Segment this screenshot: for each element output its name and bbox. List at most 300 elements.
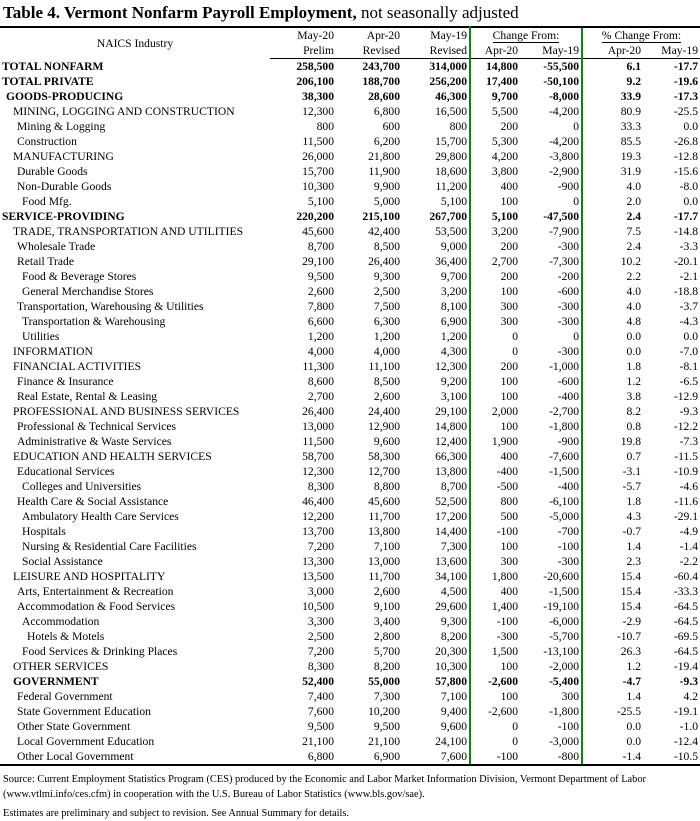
may19-value: 18,600 — [402, 164, 470, 179]
table-row — [0, 329, 700, 344]
table-row — [0, 194, 700, 209]
may20-value: 45,600 — [302, 225, 334, 238]
table-row — [0, 749, 700, 765]
may19-value: 4,300 — [402, 344, 470, 359]
may19-value: 29,800 — [402, 149, 470, 164]
apr20-value: 7,300 — [373, 690, 400, 703]
may19-value: 267,700 — [402, 209, 470, 224]
change-apr20: 9,700 — [470, 89, 520, 104]
pct-change-apr20: 3.8 — [582, 389, 643, 404]
change-may19: 0 — [573, 330, 580, 343]
change-apr20: 5,100 — [470, 209, 520, 224]
may20-value: 2,600 — [307, 285, 334, 298]
change-apr20: 100 — [470, 374, 520, 389]
may19-value: 57,800 — [402, 674, 470, 689]
change-apr20: 400 — [470, 179, 520, 194]
industry-label: Colleges and Universities — [22, 480, 142, 493]
may20-value: 7,600 — [307, 705, 334, 718]
industry-label: PROFESSIONAL AND BUSINESS SERVICES — [13, 405, 240, 418]
pct-change-apr20: -10.7 — [582, 629, 643, 644]
may20-value: 220,200 — [296, 210, 334, 223]
may20-value: 11,300 — [302, 360, 334, 373]
may20-value: 13,000 — [302, 420, 334, 433]
may20-value: 8,300 — [307, 480, 334, 493]
apr20-value: 5,000 — [373, 195, 400, 208]
pct-change-may19: -17.7 — [673, 60, 699, 73]
table-row — [0, 239, 700, 254]
change-apr20: 100 — [470, 389, 520, 404]
pct-change-may19: -7.3 — [679, 435, 699, 448]
may19-value: 20,300 — [402, 644, 470, 659]
may20-value: 11,500 — [302, 135, 334, 148]
change-apr20: 100 — [470, 659, 520, 674]
pct-change-apr20: 9.2 — [582, 74, 643, 89]
header-change-apr20: Apr-20 — [470, 43, 520, 59]
pct-change-apr20: 31.9 — [582, 164, 643, 179]
table-row — [0, 674, 700, 689]
pct-change-apr20: 0.0 — [582, 734, 643, 749]
industry-label: Hospitals — [22, 525, 66, 538]
table-row — [0, 554, 700, 569]
pct-change-apr20: 0.0 — [582, 329, 643, 344]
table-row — [0, 569, 700, 584]
table-row — [0, 719, 700, 734]
pct-change-apr20: 4.0 — [582, 299, 643, 314]
apr20-value: 28,600 — [368, 90, 400, 103]
change-apr20: 100 — [470, 419, 520, 434]
may20-value: 8,600 — [307, 375, 334, 388]
may19-value: 13,800 — [402, 464, 470, 479]
may20-value: 9,500 — [307, 720, 334, 733]
pct-change-may19: -26.8 — [673, 135, 699, 148]
may19-value: 34,100 — [402, 569, 470, 584]
industry-label: Food Services & Drinking Places — [22, 645, 178, 658]
pct-change-may19: -25.5 — [673, 105, 699, 118]
table-row — [0, 389, 700, 404]
change-may19: -1,800 — [549, 420, 580, 433]
pct-change-apr20: 4.8 — [582, 314, 643, 329]
change-may19: -300 — [557, 315, 580, 328]
industry-label: Social Assistance — [22, 555, 103, 568]
table-row — [0, 434, 700, 449]
may19-value: 1,200 — [402, 329, 470, 344]
may20-value: 8,300 — [307, 660, 334, 673]
pct-change-may19: -6.5 — [679, 375, 699, 388]
pct-change-may19: -15.6 — [673, 165, 699, 178]
pct-change-apr20: 1.4 — [582, 689, 643, 704]
may19-value: 314,000 — [402, 59, 470, 75]
change-may19: -400 — [557, 480, 580, 493]
header-pct-change-from: % Change From: — [582, 27, 700, 43]
table-row — [0, 74, 700, 89]
apr20-value: 21,100 — [368, 735, 400, 748]
pct-change-apr20: 6.1 — [582, 59, 643, 75]
table-row — [0, 89, 700, 104]
apr20-value: 8,500 — [373, 240, 400, 253]
change-may19: -7,900 — [549, 225, 580, 238]
pct-change-apr20: 1.2 — [582, 374, 643, 389]
may20-value: 6,600 — [307, 315, 334, 328]
industry-label: INFORMATION — [13, 345, 93, 358]
pct-change-apr20: 0.7 — [582, 449, 643, 464]
may20-value: 58,700 — [302, 450, 334, 463]
may20-value: 2,500 — [307, 630, 334, 643]
change-apr20: 14,800 — [470, 59, 520, 75]
apr20-value: 600 — [382, 120, 400, 133]
apr20-value: 13,800 — [368, 525, 400, 538]
may19-value: 256,200 — [402, 74, 470, 89]
industry-label: Construction — [17, 135, 77, 148]
pct-change-may19: -11.5 — [674, 450, 699, 463]
pct-change-apr20: -3.1 — [582, 464, 643, 479]
change-may19: -6,100 — [549, 495, 580, 508]
change-apr20: -100 — [470, 749, 520, 765]
table-body — [0, 59, 700, 766]
change-apr20: 100 — [470, 689, 520, 704]
may20-value: 7,200 — [307, 540, 334, 553]
table-row — [0, 494, 700, 509]
apr20-value: 9,500 — [373, 720, 400, 733]
apr20-value: 9,100 — [373, 600, 400, 613]
table-row — [0, 179, 700, 194]
change-may19: -7,300 — [549, 255, 580, 268]
pct-change-apr20: 2.2 — [582, 269, 643, 284]
change-may19: -5,400 — [549, 675, 580, 688]
change-may19: -600 — [557, 285, 580, 298]
pct-change-may19: -60.4 — [673, 570, 699, 583]
pct-change-may19: -14.8 — [673, 225, 699, 238]
change-may19: -20,600 — [543, 570, 580, 583]
change-may19: -300 — [557, 300, 580, 313]
industry-label: Other State Government — [17, 720, 131, 733]
apr20-value: 11,700 — [368, 570, 400, 583]
may20-value: 26,400 — [302, 405, 334, 418]
may19-value: 36,400 — [402, 254, 470, 269]
change-apr20: 1,900 — [470, 434, 520, 449]
may19-value: 9,000 — [402, 239, 470, 254]
may20-value: 21,100 — [302, 735, 334, 748]
table-row — [0, 464, 700, 479]
table-title-bold: Table 4. Vermont Nonfarm Payroll Employment, — [3, 3, 357, 22]
industry-label: Ambulatory Health Care Services — [22, 510, 179, 523]
table-row — [0, 479, 700, 494]
pct-change-may19: -12.4 — [673, 735, 699, 748]
pct-change-may19: -20.1 — [673, 255, 699, 268]
change-may19: 0 — [573, 120, 580, 133]
may19-value: 14,400 — [402, 524, 470, 539]
apr20-value: 7,500 — [373, 300, 400, 313]
header-apr20-bot: Revised — [336, 43, 402, 59]
change-may19: -1,500 — [549, 585, 580, 598]
pct-change-may19: 0.0 — [683, 120, 699, 133]
may20-value: 52,400 — [302, 675, 334, 688]
table-row — [0, 584, 700, 599]
pct-change-may19: -17.3 — [673, 90, 699, 103]
change-apr20: 0 — [470, 734, 520, 749]
change-apr20: 400 — [470, 584, 520, 599]
pct-change-may19: -69.5 — [673, 630, 699, 643]
pct-change-may19: -2.2 — [679, 555, 699, 568]
industry-label: GOVERNMENT — [13, 675, 99, 688]
table-row — [0, 404, 700, 419]
change-apr20: 1,800 — [470, 569, 520, 584]
pct-change-apr20: 15.4 — [582, 599, 643, 614]
pct-change-apr20: 4.0 — [582, 284, 643, 299]
industry-label: Retail Trade — [17, 255, 75, 268]
apr20-value: 8,800 — [373, 480, 400, 493]
pct-change-may19: -10.5 — [643, 749, 700, 765]
pct-change-may19: 0.0 — [683, 195, 699, 208]
table-row — [0, 104, 700, 119]
table-row — [0, 599, 700, 614]
industry-label: Nursing & Residential Care Facilities — [22, 540, 197, 553]
pct-change-may19: 0.0 — [683, 330, 699, 343]
apr20-value: 11,700 — [368, 510, 400, 523]
pct-change-apr20: 2.4 — [582, 209, 643, 224]
industry-label: Mining & Logging — [17, 120, 106, 133]
industry-label: Non-Durable Goods — [17, 180, 112, 193]
pct-change-may19: -29.1 — [673, 510, 699, 523]
industry-label: Transportation & Warehousing — [22, 315, 166, 328]
apr20-value: 6,900 — [336, 749, 402, 765]
table-row — [0, 704, 700, 719]
may19-value: 5,100 — [402, 194, 470, 209]
may19-value: 9,600 — [402, 719, 470, 734]
change-may19: -700 — [557, 525, 580, 538]
change-apr20: 3,200 — [470, 224, 520, 239]
header-change-may19: May-19 — [520, 43, 582, 59]
may20-value: 4,000 — [307, 345, 334, 358]
header-industry: NAICS Industry — [0, 27, 270, 59]
change-apr20: -300 — [470, 629, 520, 644]
may20-value: 7,200 — [307, 645, 334, 658]
may20-value: 2,700 — [307, 390, 334, 403]
table-row — [0, 269, 700, 284]
may19-value: 16,500 — [402, 104, 470, 119]
may19-value: 11,200 — [402, 179, 470, 194]
pct-change-apr20: -5.7 — [582, 479, 643, 494]
apr20-value: 45,600 — [368, 495, 400, 508]
apr20-value: 6,800 — [373, 105, 400, 118]
table-row — [0, 734, 700, 749]
change-apr20: 2,700 — [470, 254, 520, 269]
table-row — [0, 419, 700, 434]
apr20-value: 11,100 — [368, 360, 400, 373]
may19-value: 4,500 — [402, 584, 470, 599]
may20-value: 29,100 — [302, 255, 334, 268]
apr20-value: 10,200 — [368, 705, 400, 718]
industry-label: MINING, LOGGING AND CONSTRUCTION — [13, 105, 235, 118]
apr20-value: 5,700 — [373, 645, 400, 658]
change-may19: -300 — [557, 345, 580, 358]
change-may19: -7,600 — [549, 450, 580, 463]
pct-change-may19: -18.8 — [673, 285, 699, 298]
pct-change-may19: -17.7 — [673, 210, 699, 223]
pct-change-may19: -10.9 — [673, 465, 699, 478]
may20-value: 7,800 — [307, 300, 334, 313]
industry-label: SERVICE-PROVIDING — [2, 210, 125, 223]
table-row — [0, 659, 700, 674]
header-pct-may19: May-19 — [643, 43, 700, 59]
pct-change-may19: -3.3 — [679, 240, 699, 253]
apr20-value: 8,500 — [373, 375, 400, 388]
pct-change-may19: -11.6 — [674, 495, 699, 508]
change-may19: -5,000 — [549, 510, 580, 523]
may20-value: 5,100 — [307, 195, 334, 208]
industry-label: MANUFACTURING — [13, 150, 114, 163]
pct-change-may19: -64.5 — [673, 600, 699, 613]
change-apr20: 300 — [470, 554, 520, 569]
change-may19: -1,000 — [549, 360, 580, 373]
pct-change-apr20: 2.0 — [582, 194, 643, 209]
may19-value: 53,500 — [402, 224, 470, 239]
industry-label: Transportation, Warehousing & Utilities — [17, 300, 204, 313]
change-apr20: -100 — [470, 614, 520, 629]
industry-label: OTHER SERVICES — [13, 660, 109, 673]
may20-value: 26,000 — [302, 150, 334, 163]
may20-value: 13,500 — [302, 570, 334, 583]
may19-value: 29,100 — [402, 404, 470, 419]
may20-value: 258,500 — [296, 60, 334, 73]
pct-change-apr20: 4.0 — [582, 179, 643, 194]
may19-value: 8,200 — [402, 629, 470, 644]
industry-label: TOTAL PRIVATE — [2, 75, 94, 88]
change-may19: -3,800 — [549, 150, 580, 163]
table-row — [0, 224, 700, 239]
pct-change-apr20: -0.7 — [582, 524, 643, 539]
industry-label: LEISURE AND HOSPITALITY — [13, 570, 166, 583]
may19-value: 800 — [402, 119, 470, 134]
table-row — [0, 629, 700, 644]
apr20-value: 6,300 — [373, 315, 400, 328]
may20-value: 13,700 — [302, 525, 334, 538]
may20-value: 46,400 — [302, 495, 334, 508]
change-apr20: 0 — [470, 344, 520, 359]
table-title — [0, 0, 700, 26]
pct-change-may19: -12.9 — [673, 390, 699, 403]
apr20-value: 9,900 — [373, 180, 400, 193]
pct-change-apr20: 0.8 — [582, 419, 643, 434]
apr20-value: 8,200 — [373, 660, 400, 673]
apr20-value: 11,900 — [368, 165, 400, 178]
industry-label: Arts, Entertainment & Recreation — [17, 585, 174, 598]
table-row — [0, 254, 700, 269]
table-footer — [0, 772, 700, 821]
pct-change-may19: -33.3 — [673, 585, 699, 598]
may19-value: 15,700 — [402, 134, 470, 149]
industry-label: Health Care & Social Assistance — [17, 495, 169, 508]
table-row — [0, 209, 700, 224]
industry-label: Local Government Education — [17, 735, 155, 748]
change-apr20: 300 — [470, 299, 520, 314]
pct-change-may19: -4.6 — [679, 480, 699, 493]
change-may19: 0 — [573, 195, 580, 208]
table-row — [0, 119, 700, 134]
pct-change-apr20: 7.5 — [582, 224, 643, 239]
may19-value: 7,600 — [402, 749, 470, 765]
change-may19: -2,700 — [549, 405, 580, 418]
change-may19: -900 — [557, 435, 580, 448]
may19-value: 9,200 — [402, 374, 470, 389]
apr20-value: 215,100 — [362, 210, 400, 223]
pct-change-apr20: 15.4 — [582, 584, 643, 599]
pct-change-may19: -12.2 — [673, 420, 699, 433]
pct-change-apr20: -4.7 — [582, 674, 643, 689]
apr20-value: 2,600 — [373, 390, 400, 403]
change-may19: -100 — [557, 720, 580, 733]
industry-label: Educational Services — [17, 465, 115, 478]
change-apr20: -400 — [470, 464, 520, 479]
estimates-note: Estimates are preliminary and subject to revision. See Annual Summary for details. — [3, 808, 349, 819]
apr20-value: 3,400 — [373, 615, 400, 628]
may20-value: 10,500 — [302, 600, 334, 613]
change-may19: -4,200 — [549, 135, 580, 148]
table-row — [0, 614, 700, 629]
pct-change-apr20: 0.0 — [582, 344, 643, 359]
apr20-value: 4,000 — [373, 345, 400, 358]
header-may20-top: May-20 — [270, 27, 336, 43]
change-apr20: -500 — [470, 479, 520, 494]
may20-value: 12,300 — [302, 465, 334, 478]
apr20-value: 2,800 — [373, 630, 400, 643]
change-may19: -600 — [557, 375, 580, 388]
change-apr20: 100 — [470, 284, 520, 299]
industry-label: Administrative & Waste Services — [17, 435, 172, 448]
change-may19: -3,000 — [549, 735, 580, 748]
change-apr20: 300 — [470, 314, 520, 329]
may19-value: 46,300 — [402, 89, 470, 104]
table-row — [0, 164, 700, 179]
pct-change-may19: -1.4 — [679, 540, 699, 553]
source-line-2: (www.vtlmi.info/ces.cfm) in cooperation with the U.S. Bureau of Labor Statistics (www.bls.gov/sae). — [3, 789, 425, 800]
change-apr20: 0 — [470, 329, 520, 344]
industry-label: Accommodation & Food Services — [17, 600, 176, 613]
change-may19: -6,000 — [549, 615, 580, 628]
change-may19: -300 — [557, 555, 580, 568]
table-row — [0, 539, 700, 554]
apr20-value: 243,700 — [362, 60, 400, 73]
apr20-value: 7,100 — [373, 540, 400, 553]
industry-label: FINANCIAL ACTIVITIES — [13, 360, 142, 373]
apr20-value: 1,200 — [373, 330, 400, 343]
change-may19: -13,100 — [543, 645, 580, 658]
change-may19: -100 — [557, 540, 580, 553]
change-apr20: -100 — [470, 524, 520, 539]
apr20-value: 2,500 — [373, 285, 400, 298]
pct-change-apr20: 1.8 — [582, 359, 643, 374]
pct-change-may19: -19.1 — [673, 705, 699, 718]
industry-label: Professional & Technical Services — [17, 420, 176, 433]
pct-change-apr20: 33.3 — [582, 119, 643, 134]
pct-change-apr20: -25.5 — [582, 704, 643, 719]
pct-change-may19: -3.7 — [679, 300, 699, 313]
pct-change-may19: 4.2 — [683, 690, 699, 703]
change-may19: -5,700 — [549, 630, 580, 643]
change-apr20: 200 — [470, 359, 520, 374]
may19-value: 9,300 — [402, 614, 470, 629]
table-row — [0, 344, 700, 359]
may19-value: 6,900 — [402, 314, 470, 329]
change-may19: -2,900 — [549, 165, 580, 178]
industry-label: Finance & Insurance — [17, 375, 114, 388]
change-may19: -50,100 — [543, 75, 580, 88]
change-may19: -1,800 — [549, 705, 580, 718]
change-may19: -800 — [520, 749, 582, 765]
pct-change-may19: -9.3 — [679, 675, 699, 688]
may20-value: 9,500 — [307, 270, 334, 283]
header-may20-bot: Prelim — [270, 43, 336, 59]
industry-label: Utilities — [22, 330, 60, 343]
